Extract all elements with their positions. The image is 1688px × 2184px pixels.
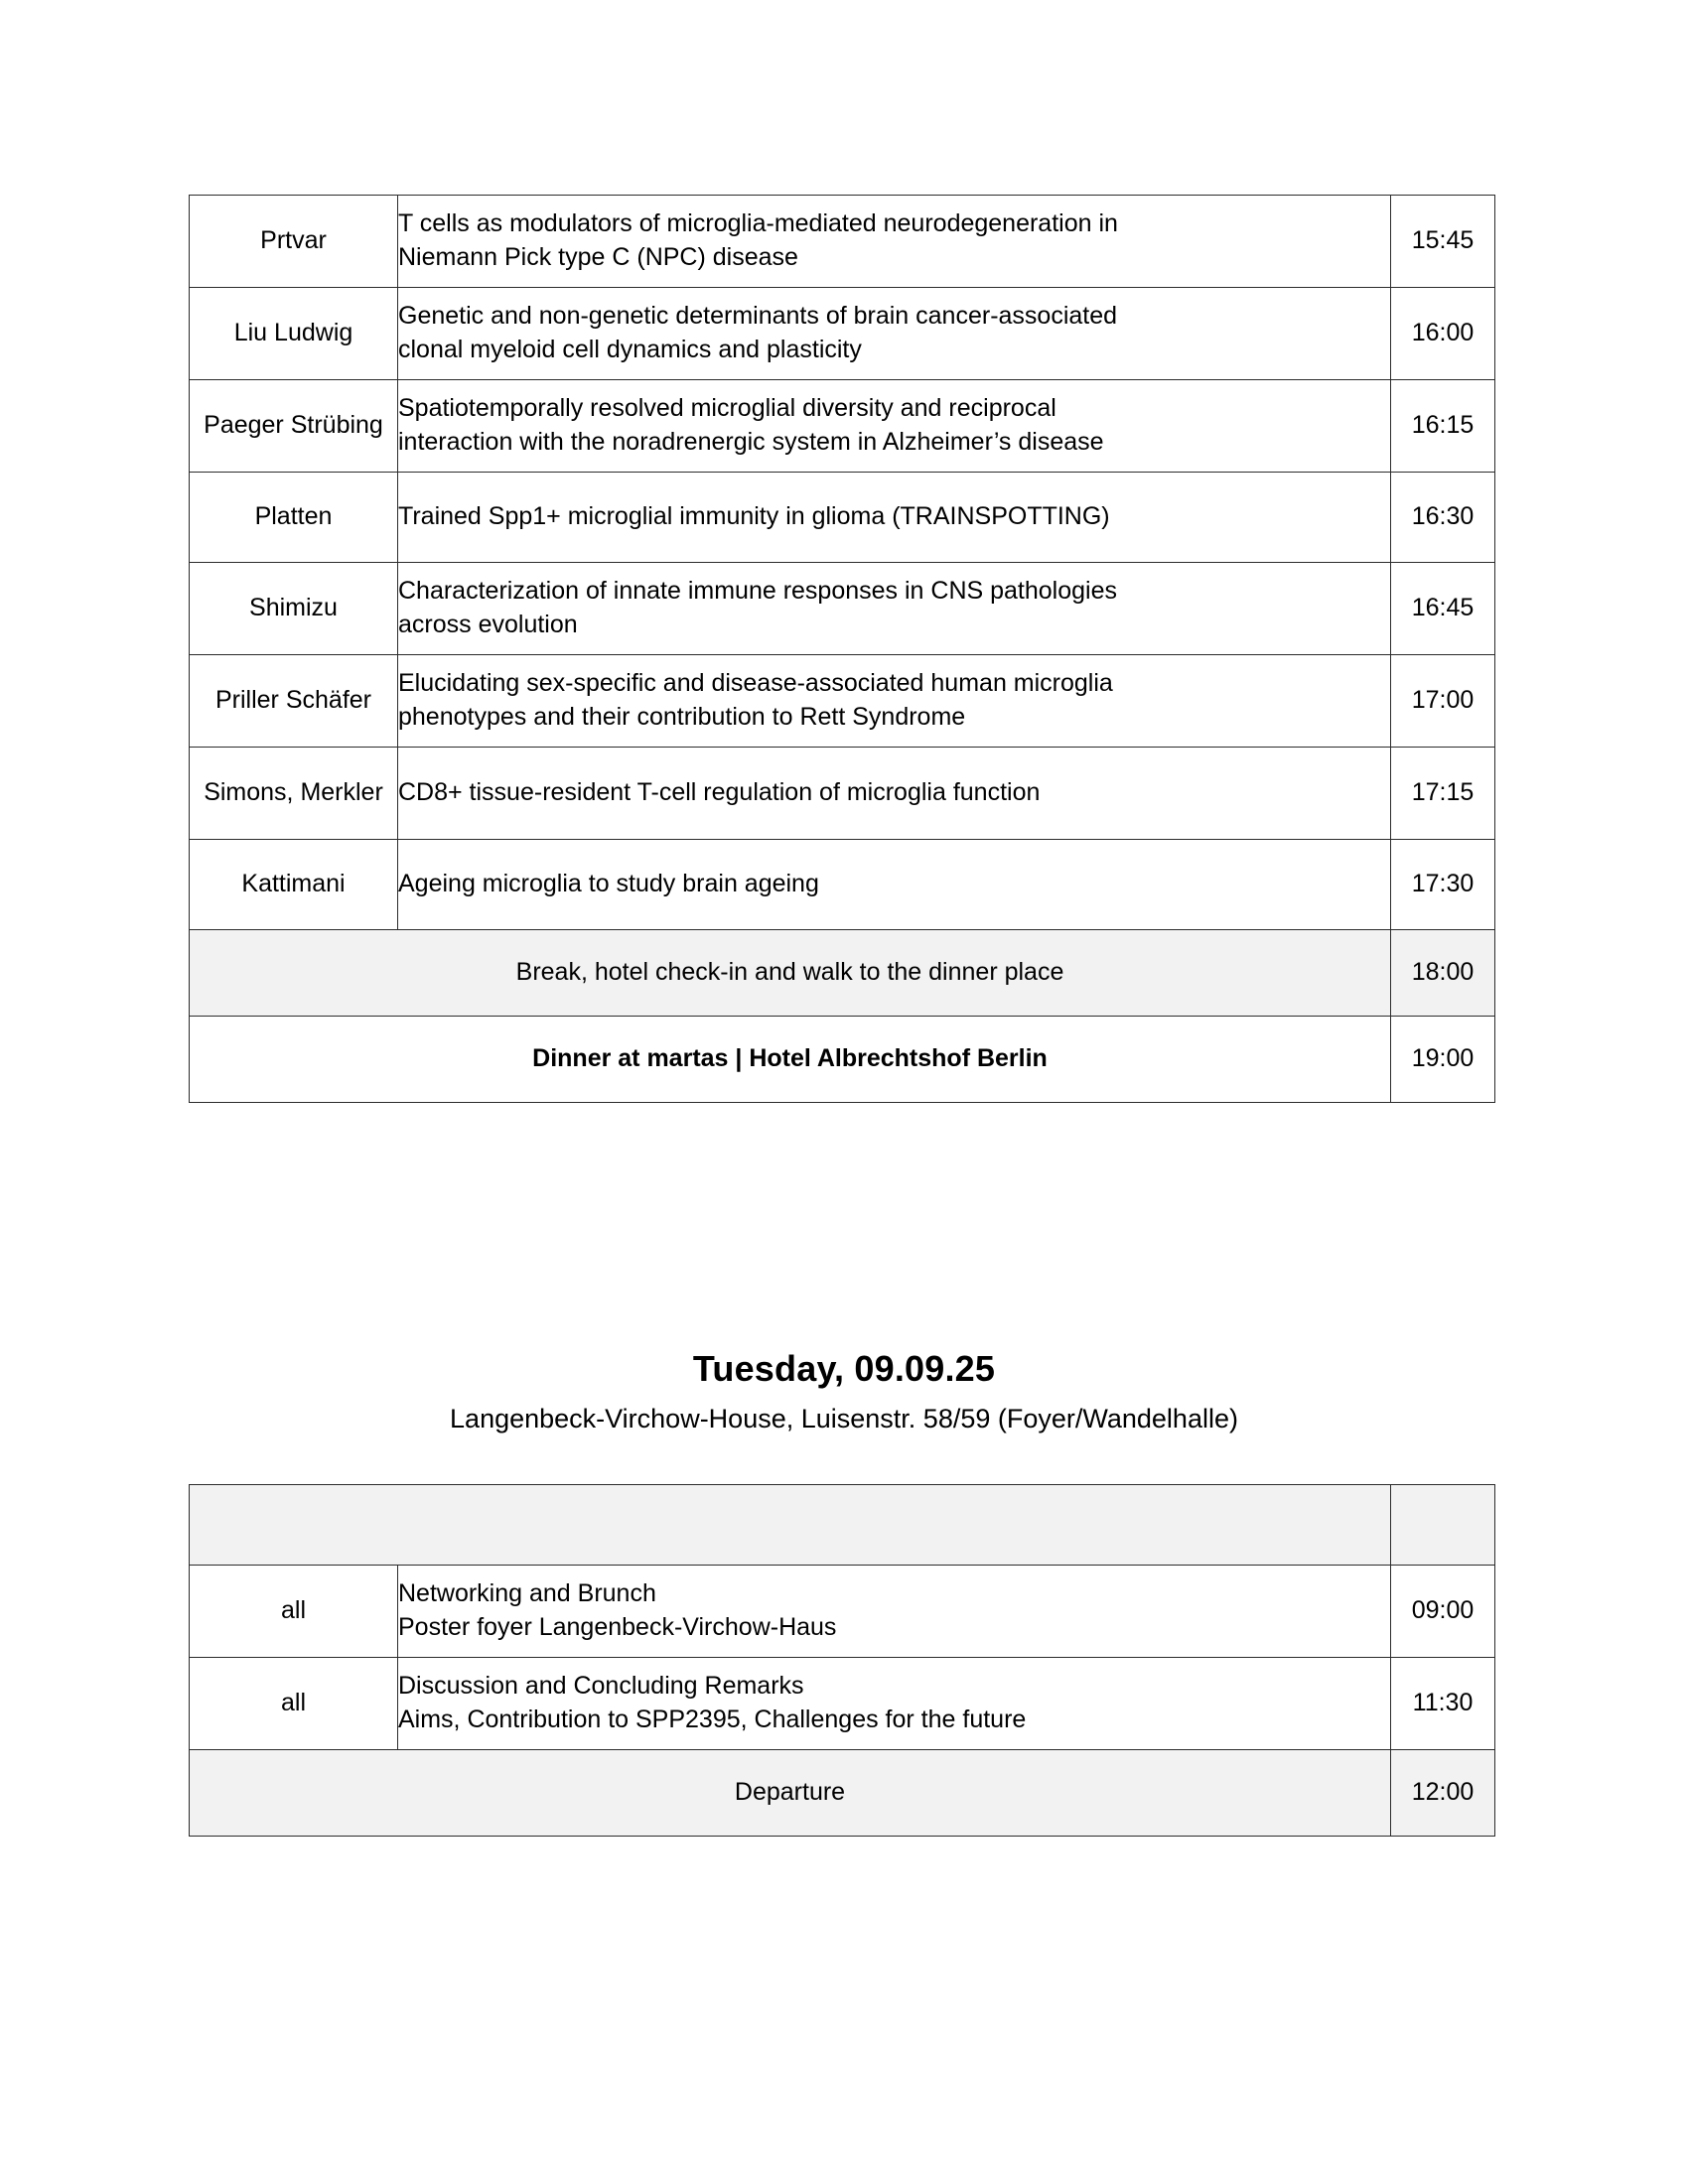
title-line: Genetic and non-genetic determinants of brain cancer-associated <box>398 302 1118 331</box>
day-heading-block <box>0 1348 1688 1434</box>
speaker-name: Liu <box>233 319 268 347</box>
row-title <box>398 748 1391 840</box>
row-time: 19:00 <box>1391 1017 1495 1103</box>
speaker-name: Shimizu <box>249 594 338 622</box>
row-time: 17:30 <box>1391 840 1495 930</box>
speaker-name: Platten <box>254 502 333 531</box>
row-time: 16:45 <box>1391 563 1495 655</box>
row-time: 17:00 <box>1391 655 1495 748</box>
row-title <box>398 655 1391 748</box>
title-line: interaction with the noradrenergic system in Alzheimer’s disease <box>398 428 1104 456</box>
header-time-cell <box>1391 1485 1495 1566</box>
row-time: 16:15 <box>1391 380 1495 473</box>
speaker-name: Simons, <box>204 778 294 807</box>
row-time: 17:15 <box>1391 748 1495 840</box>
row-time: 09:00 <box>1391 1566 1495 1658</box>
tuesday-rows <box>190 1485 1495 1837</box>
table-row <box>190 840 1495 930</box>
speaker-name: Prtvar <box>260 226 327 255</box>
table-row <box>190 473 1495 563</box>
monday-evening-schedule-table <box>189 195 1495 1103</box>
speaker-name: Schäfer <box>285 686 372 715</box>
title-line: Elucidating sex-specific and disease-associated human microglia <box>398 669 1113 698</box>
speaker-name: Merkler <box>300 778 383 807</box>
table-row <box>190 196 1495 288</box>
row-speakers <box>190 655 398 748</box>
header-blank-cell <box>190 1485 1391 1566</box>
table-row-departure <box>190 1750 1495 1837</box>
speaker-name: all <box>280 1596 306 1625</box>
dinner-label <box>190 1017 1391 1103</box>
row-speakers <box>190 288 398 380</box>
table-header-row <box>190 1485 1495 1566</box>
table-row <box>190 748 1495 840</box>
speaker-name: all <box>280 1689 306 1717</box>
dinner-venue-name: martas <box>646 1044 729 1073</box>
row-speakers <box>190 196 398 288</box>
venue-subtitle: Langenbeck-Virchow-House, Luisenstr. 58/59 (Foyer/Wandelhalle) <box>450 1404 1238 1433</box>
dinner-label-bold-prefix: Dinner at <box>532 1044 647 1073</box>
title-line: Characterization of innate immune responses in CNS pathologies <box>398 577 1117 606</box>
row-speakers <box>190 473 398 563</box>
table-row <box>190 1658 1495 1750</box>
row-time: 16:00 <box>1391 288 1495 380</box>
speaker-name: Priller <box>214 686 279 715</box>
speaker-name: Kattimani <box>241 870 346 898</box>
row-time: 12:00 <box>1391 1750 1495 1837</box>
table-row-break <box>190 930 1495 1017</box>
page-title: Tuesday, 09.09.25 <box>692 1348 996 1389</box>
table-row <box>190 1566 1495 1658</box>
row-speakers <box>190 1658 398 1750</box>
row-time: 11:30 <box>1391 1658 1495 1750</box>
title-line: Ageing microglia to study brain ageing <box>398 870 819 898</box>
title-line: CD8+ tissue-resident T-cell regulation of microglia function <box>398 778 1041 807</box>
row-speakers <box>190 1566 398 1658</box>
table-row <box>190 563 1495 655</box>
speaker-name: Paeger <box>204 411 284 440</box>
row-title <box>398 288 1391 380</box>
row-title <box>398 473 1391 563</box>
row-title <box>398 1658 1391 1750</box>
monday-evening-rows <box>190 196 1495 1103</box>
row-title <box>398 840 1391 930</box>
table-row <box>190 288 1495 380</box>
table-row <box>190 380 1495 473</box>
title-line: phenotypes and their contribution to Rett Syndrome <box>398 703 966 731</box>
row-time: 18:00 <box>1391 930 1495 1017</box>
title-line: Networking and Brunch <box>398 1579 656 1608</box>
title-line: Poster foyer Langenbeck-Virchow-Haus <box>398 1613 837 1641</box>
dinner-label-bold-suffix: | Hotel Albrechtshof Berlin <box>728 1044 1048 1073</box>
table-row-dinner <box>190 1017 1495 1103</box>
row-title <box>398 196 1391 288</box>
speaker-name: Ludwig <box>274 319 353 347</box>
title-line: Niemann Pick type C (NPC) disease <box>398 243 798 271</box>
title-line: across evolution <box>398 611 578 638</box>
title-line: Trained Spp1+ microglial immunity in glioma (TRAINSPOTTING) <box>398 502 1110 531</box>
row-time: 15:45 <box>1391 196 1495 288</box>
row-speakers <box>190 563 398 655</box>
departure-label: Departure <box>190 1750 1391 1837</box>
table-row <box>190 655 1495 748</box>
break-label: Break, hotel check-in and walk to the dinner place <box>190 930 1391 1017</box>
title-line: T cells as modulators of microglia-mediated neurodegeneration in <box>398 209 1118 238</box>
title-line: Discussion and Concluding Remarks <box>398 1672 804 1701</box>
title-line: clonal myeloid cell dynamics and plasticity <box>398 336 862 363</box>
row-title <box>398 1566 1391 1658</box>
speaker-name: Strübing <box>290 411 383 440</box>
row-speakers <box>190 380 398 473</box>
title-line: Aims, Contribution to SPP2395, Challenges for the future <box>398 1706 1027 1733</box>
row-time: 16:30 <box>1391 473 1495 563</box>
row-title <box>398 563 1391 655</box>
tuesday-schedule-table <box>189 1484 1495 1837</box>
title-line: Spatiotemporally resolved microglial diversity and reciprocal <box>398 394 1056 423</box>
row-speakers <box>190 748 398 840</box>
row-speakers <box>190 840 398 930</box>
row-title <box>398 380 1391 473</box>
